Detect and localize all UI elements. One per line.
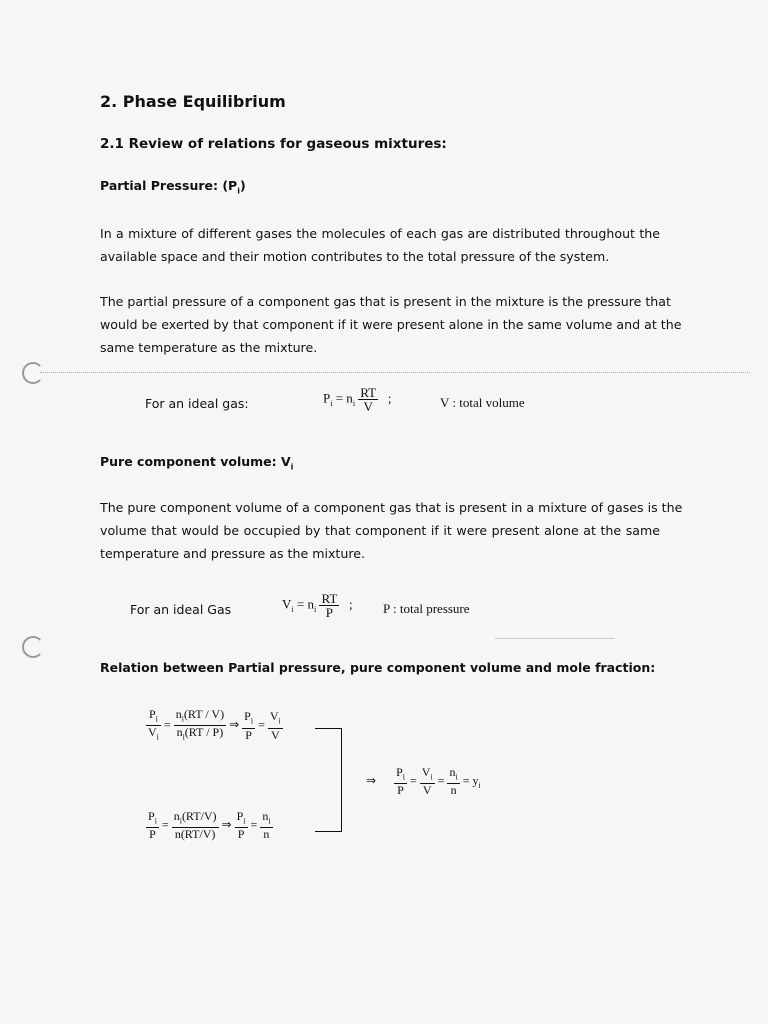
connecting-bracket — [315, 728, 342, 832]
page-title: 2. Phase Equilibrium — [100, 92, 286, 111]
partial-pressure-equation: $P_i = n_i$ $\frac{RT}{V}$ ; — [323, 385, 392, 414]
total-volume-note: V : total volume — [440, 395, 525, 410]
punch-hole-bottom — [22, 636, 44, 658]
ideal-gas-label-2: For an ideal Gas — [130, 602, 232, 617]
partial-pressure-paragraph-1: In a mixture of different gases the molecules of each gas are distributed throughout the available space and their motion contributes to the total pressure of the system. — [100, 226, 660, 264]
ideal-gas-label: For an ideal gas: — [145, 396, 249, 411]
relation-equation-2: $\frac{P_i}{P}$ = $\frac{n_i(RT/V)}{n(RT/V)}$ ⇒ $\frac{P_i}{P}$ = $\frac{n_i}{n}$ — [148, 809, 271, 842]
section-heading: 2.1 Review of relations for gaseous mixtures: — [100, 136, 447, 152]
punch-hole-top — [22, 362, 44, 384]
partial-pressure-heading: Partial Pressure: $(P_i)$ — [100, 178, 246, 196]
relation-result: ⇒ $\frac{P_i}{P}$ = $\frac{V_i}{V}$ = $\frac{n_i}{n}$ = $y_i$ — [366, 765, 481, 798]
pure-component-equation: $V_i = n_i$ $\frac{RT}{P}$ ; — [282, 591, 353, 620]
partial-pressure-paragraph-2: The partial pressure of a component gas that is present in the mixture is the pressure that would be exerted by that component if it were present alone in the same volume and at the same temperature as the mixture. — [100, 294, 682, 355]
faint-rule — [495, 638, 615, 639]
pure-component-paragraph: The pure component volume of a component gas that is present in a mixture of gases is the volume that would be occupied by that component if it were present alone at the same temperature and pressure as the mixture. — [100, 500, 683, 561]
relation-equation-1: $\frac{P_i}{V_i}$ = $\frac{n_i(RT / V)}{n_i(RT / P)}$ ⇒ $\frac{P_i}{P}$ = $\frac{V_i}{V}$ — [148, 707, 281, 742]
relation-heading: Relation between Partial pressure, pure component volume and mole fraction: — [100, 660, 656, 675]
pure-component-heading: Pure component volume: $V_i$ — [100, 454, 294, 472]
fold-line — [40, 372, 750, 373]
total-pressure-note: P : total pressure — [383, 601, 470, 616]
